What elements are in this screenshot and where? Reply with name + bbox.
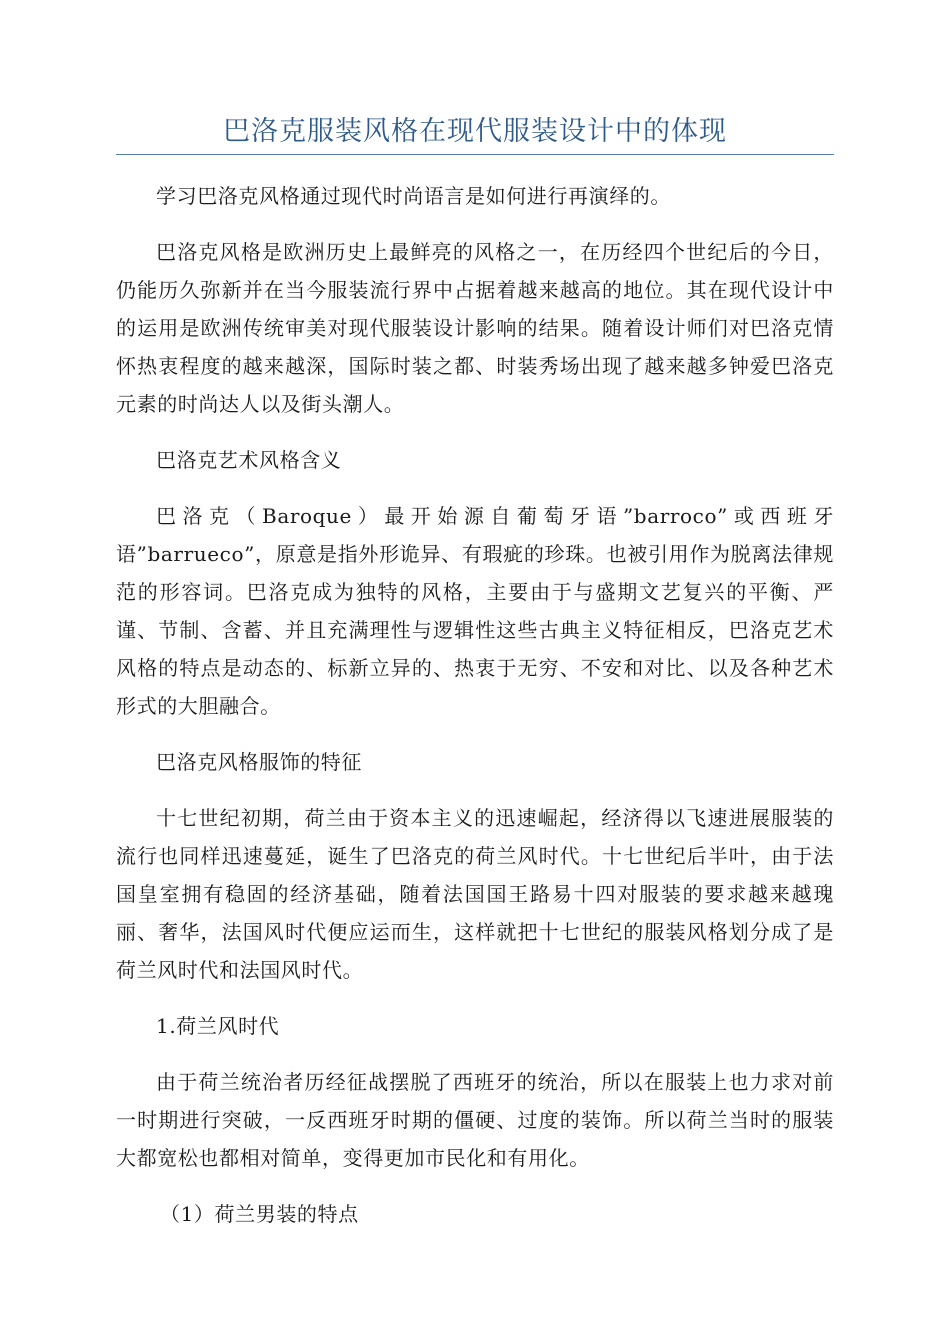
body-paragraph: 巴洛克风格是欧洲历史上最鲜亮的风格之一，在历经四个世纪后的今日，仍能历久弥新并在当今服装流行界中占据着越来越高的地位。其在现代设计中的运用是欧洲传统审美对现代服装设计影响的结果。随着设计师们对巴洛克情怀热衷程度的越来越深，国际时装之都、时装秀场出现了越来越多钟爱巴洛克元素的时尚达人以及街头潮人。	[116, 240, 834, 416]
document-page	[116, 112, 834, 1251]
section-heading: 巴洛克风格服饰的特征	[156, 750, 362, 774]
body-paragraph: 由于荷兰统治者历经征战摆脱了西班牙的统治，所以在服装上也力求对前一时期进行突破，一反西班牙时期的僵硬、过度的装饰。所以荷兰当时的服装大都宽松也都相对简单，变得更加市民化和有用化。	[116, 1070, 834, 1170]
body-paragraph: 十七世纪初期，荷兰由于资本主义的迅速崛起，经济得以飞速进展服装的流行也同样迅速蔓延，诞生了巴洛克的荷兰风时代。十七世纪后半叶，由于法国皇室拥有稳固的经济基础，随着法国国王路易十四对服装的要求越来越瑰丽、奢华，法国风时代便应运而生，这样就把十七世纪的服装风格划分成了是荷兰风时代和法国风时代。	[116, 806, 834, 982]
document-title: 巴洛克服装风格在现代服装设计中的体现	[116, 112, 834, 155]
subsection-heading: （1）荷兰男装的特点	[160, 1202, 359, 1226]
subsection-heading: 1.荷兰风时代	[156, 1014, 280, 1038]
section-heading: 巴洛克艺术风格含义	[156, 448, 342, 472]
intro-paragraph: 学习巴洛克风格通过现代时尚语言是如何进行再演绎的。	[156, 184, 671, 208]
document-body	[116, 177, 834, 1233]
body-paragraph: 巴洛克（Baroque）最开始源自葡萄牙语”barroco”或西班牙语”barrueco”，原意是指外形诡异、有瑕疵的珍珠。也被引用作为脱离法律规范的形容词。巴洛克成为独特的风格，主要由于与盛期文艺复兴的平衡、严谨、节制、含蓄、并且充满理性与逻辑性这些古典主义特征相反，巴洛克艺术风格的特点是动态的、标新立异的、热衷于无穷、不安和对比、以及各种艺术形式的大胆融合。	[116, 504, 834, 718]
